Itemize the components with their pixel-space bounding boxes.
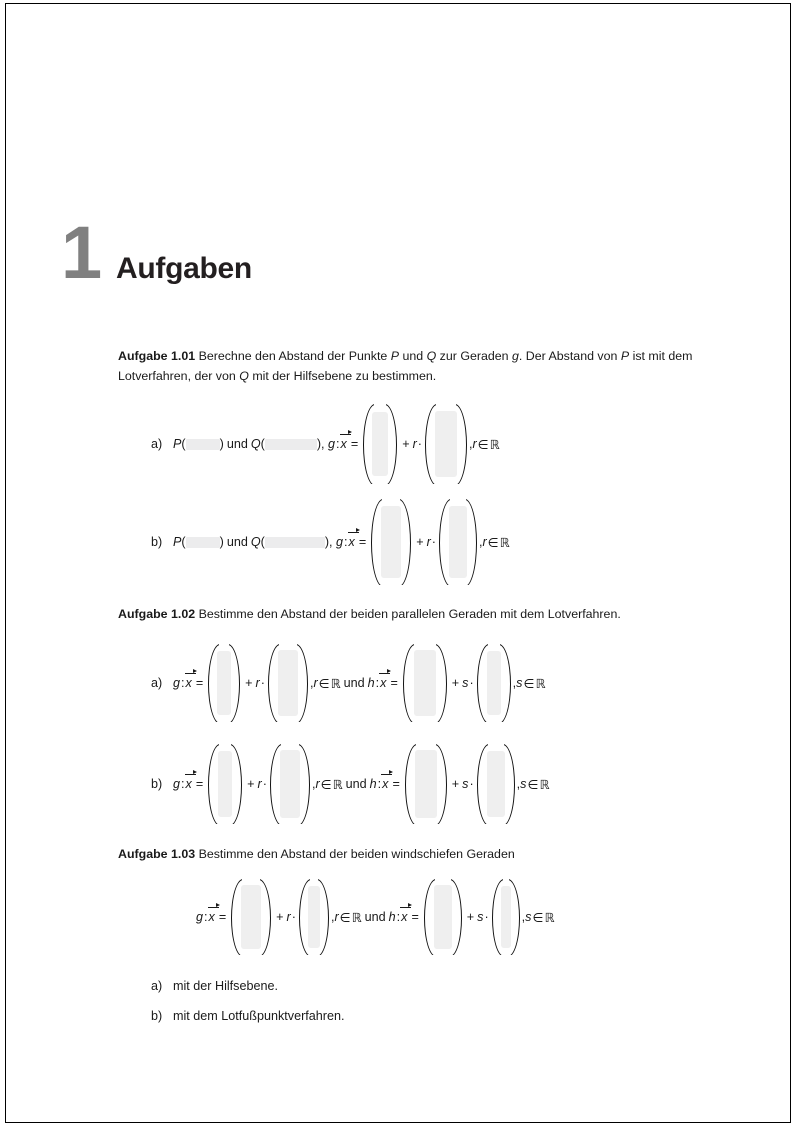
- vector-x-symbol: x: [341, 437, 348, 451]
- comma-h: ,: [521, 910, 526, 924]
- reals-symbol-s: ℝ: [535, 675, 546, 691]
- reals-symbol-s: ℝ: [539, 776, 550, 792]
- redacted-vector-body: [449, 506, 467, 578]
- equals-g: =: [195, 676, 204, 690]
- equals-h: =: [411, 910, 419, 924]
- chapter-number: 1: [61, 211, 101, 294]
- point-P-label: P: [173, 535, 182, 549]
- paren-right-icon: [229, 644, 240, 722]
- row-label-b: b): [151, 777, 163, 791]
- colon-1: :: [344, 535, 348, 549]
- subitem-text-a: mit der Hilfsebene.: [173, 979, 278, 993]
- direction-vector-g-1-03: [299, 879, 329, 955]
- support-vector-1-01-a: [363, 404, 397, 484]
- param-r-2: r: [334, 910, 339, 924]
- vector-x-symbol-g: x: [186, 777, 193, 791]
- line-name-h: h: [367, 676, 375, 690]
- equals-h: =: [392, 777, 400, 791]
- formula-row-1-03: [196, 879, 554, 955]
- dot-1: ·: [431, 535, 436, 549]
- comma-2: ,: [468, 437, 473, 451]
- member-sign-r: ∈: [318, 675, 330, 691]
- colon-g: :: [204, 910, 208, 924]
- exercise-text-1-01-b: und: [399, 349, 427, 363]
- param-r-2: r: [313, 676, 318, 690]
- subitem-1-03-a: [151, 979, 278, 993]
- line-name-g: g: [196, 910, 204, 924]
- direction-vector-g-1-02-a: [268, 644, 308, 722]
- param-s-1: s: [462, 777, 469, 791]
- paren-close-P: ): [219, 437, 224, 451]
- dot-h: ·: [469, 777, 474, 791]
- paren-open-Q: (: [260, 437, 265, 451]
- support-vector-g-1-02-b: [208, 744, 242, 824]
- exercise-label-1-01: Aufgabe 1.01: [118, 349, 196, 363]
- paren-open-P: (: [181, 535, 186, 549]
- comma-h: ,: [512, 676, 517, 690]
- colon-1: :: [336, 437, 340, 451]
- chapter-heading: [61, 211, 252, 294]
- dot-g: ·: [260, 676, 265, 690]
- redacted-vector-body: [487, 651, 501, 715]
- exercise-text-1-01-d: . Der Abstand von: [518, 349, 621, 363]
- conjunction-und: und: [364, 910, 386, 924]
- param-r-1: r: [257, 777, 262, 791]
- support-vector-h-1-03: [424, 879, 462, 955]
- support-vector-h-1-02-a: [403, 644, 447, 722]
- direction-vector-h-1-03: [492, 879, 520, 955]
- paren-open-P: (: [181, 437, 186, 451]
- dot-g: ·: [291, 910, 296, 924]
- page-content: [6, 4, 792, 1122]
- paren-close-Q: ): [316, 437, 322, 451]
- dot-h: ·: [469, 676, 474, 690]
- dot-h: ·: [484, 910, 489, 924]
- row-label-b: b): [151, 535, 163, 549]
- formula-row-1-02-a: [151, 644, 545, 722]
- exercise-heading-1-01: [118, 346, 698, 386]
- param-r-2: r: [315, 777, 320, 791]
- line-name-h: h: [369, 777, 377, 791]
- redacted-vector-body: [280, 750, 300, 818]
- line-name-g: g: [173, 777, 181, 791]
- paren-right-icon: [500, 644, 511, 722]
- reals-symbol-s: ℝ: [544, 909, 555, 925]
- dot-g: ·: [262, 777, 267, 791]
- equals-g: =: [195, 777, 204, 791]
- dot-1: ·: [417, 437, 422, 451]
- redacted-vector-body: [415, 750, 437, 818]
- paren-right-icon: [436, 644, 447, 722]
- reals-symbol-1: ℝ: [499, 534, 510, 550]
- vector-x-symbol-h: x: [382, 777, 389, 791]
- subitem-1-03-b: [151, 1009, 345, 1023]
- conjunction-und: und: [226, 437, 248, 451]
- redacted-coordinates-Q: [265, 537, 325, 548]
- direction-vector-g-1-02-b: [270, 744, 310, 824]
- formula-row-1-02-b: [151, 744, 549, 824]
- point-P-label: P: [173, 437, 182, 451]
- paren-right-icon: [436, 744, 447, 824]
- member-sign-1: ∈: [477, 436, 489, 452]
- line-name-g: g: [328, 437, 336, 451]
- comma-g: ,: [309, 676, 314, 690]
- paren-right-icon: [318, 879, 329, 955]
- plus-1: +: [416, 535, 424, 549]
- paren-close-P: ): [219, 535, 224, 549]
- comma-2: ,: [478, 535, 483, 549]
- param-r-1: r: [255, 676, 260, 690]
- redacted-coordinates-P: [186, 439, 220, 450]
- line-name-h: h: [388, 910, 396, 924]
- redacted-vector-body: [278, 650, 298, 716]
- paren-right-icon: [299, 744, 310, 824]
- exercise-text-1-01-f: mit der Hilfsebene zu bestimmen.: [248, 369, 437, 384]
- chapter-title: Aufgaben: [116, 252, 252, 285]
- row-label-a: a): [151, 437, 163, 451]
- exercise-label-1-02: Aufgabe 1.02: [118, 607, 196, 621]
- paren-right-icon: [386, 404, 397, 484]
- comma-g: ,: [330, 910, 335, 924]
- plus-g: +: [276, 910, 284, 924]
- point-Q-label: Q: [250, 535, 261, 549]
- support-vector-h-1-02-b: [405, 744, 447, 824]
- paren-open-Q: (: [260, 535, 265, 549]
- support-vector-g-1-02-a: [208, 644, 240, 722]
- paren-left-icon: [403, 644, 414, 722]
- exercise-label-1-03: Aufgabe 1.03: [118, 847, 196, 861]
- point-Q-label: Q: [250, 437, 261, 451]
- line-name-g: g: [336, 535, 344, 549]
- member-sign-s: ∈: [523, 675, 535, 691]
- param-s-1: s: [462, 676, 469, 690]
- redacted-coordinates-Q: [265, 439, 317, 450]
- math-var-Q2: Q: [239, 369, 249, 384]
- member-sign-r: ∈: [339, 909, 351, 925]
- conjunction-und: und: [345, 777, 367, 791]
- paren-close-Q: ): [324, 535, 330, 549]
- equals-1: =: [350, 437, 359, 451]
- param-r-2: r: [472, 437, 477, 451]
- row-label-a: a): [151, 676, 163, 690]
- colon-g: :: [181, 777, 185, 791]
- math-var-Q: Q: [426, 349, 437, 363]
- vector-x-symbol-h: x: [401, 910, 408, 924]
- conjunction-und: und: [226, 535, 248, 549]
- direction-vector-1-01-a: [425, 404, 467, 484]
- colon-h: :: [375, 676, 380, 690]
- vector-x-symbol-g: x: [209, 910, 216, 924]
- support-vector-1-01-b: [371, 499, 411, 585]
- paren-right-icon: [456, 404, 467, 484]
- redacted-vector-body: [218, 751, 232, 817]
- param-r-1: r: [426, 535, 431, 549]
- reals-symbol-r: ℝ: [332, 776, 343, 792]
- math-var-P2: P: [620, 349, 630, 363]
- exercise-heading-1-03: [118, 844, 698, 864]
- plus-g: +: [245, 676, 253, 690]
- equals-1: =: [358, 535, 367, 549]
- subitem-text-b: mit dem Lotfußpunktverfahren.: [173, 1009, 345, 1023]
- paren-right-icon: [466, 499, 477, 585]
- param-r-1: r: [412, 437, 417, 451]
- exercise-text-1-01-c: zur Geraden: [436, 349, 512, 363]
- redacted-vector-body: [434, 885, 452, 949]
- subitem-label-b: b): [151, 1009, 163, 1023]
- param-r-1: r: [286, 910, 291, 924]
- paren-right-icon: [509, 879, 520, 955]
- comma-h: ,: [516, 777, 521, 791]
- direction-vector-h-1-02-a: [477, 644, 511, 722]
- plus-h: +: [451, 676, 460, 690]
- equals-g: =: [218, 910, 227, 924]
- redacted-vector-body: [381, 506, 401, 578]
- colon-g: :: [181, 676, 185, 690]
- plus-1: +: [402, 437, 410, 451]
- redacted-vector-body: [435, 411, 457, 477]
- exercise-text-1-03: Bestimme den Abstand der beiden windschiefen Geraden: [195, 847, 515, 861]
- param-s-2: s: [516, 676, 523, 690]
- exercise-text-1-02: Bestimme den Abstand der beiden parallelen Geraden mit dem Lotverfahren.: [195, 607, 621, 621]
- reals-symbol-r: ℝ: [330, 675, 341, 691]
- exercise-text-1-01-a: Berechne den Abstand der Punkte: [195, 349, 391, 363]
- line-name-g: g: [173, 676, 181, 690]
- math-var-P: P: [390, 349, 400, 363]
- member-sign-s: ∈: [527, 776, 539, 792]
- formula-row-1-01-b: [151, 499, 510, 585]
- paren-right-icon: [297, 644, 308, 722]
- param-r-2: r: [482, 535, 487, 549]
- subitem-label-a: a): [151, 979, 163, 993]
- param-s-1: s: [477, 910, 484, 924]
- paren-right-icon: [400, 499, 411, 585]
- plus-g: +: [247, 777, 255, 791]
- vector-x-symbol-g: x: [186, 676, 193, 690]
- paren-right-icon: [260, 879, 271, 955]
- formula-row-1-01-a: [151, 404, 500, 484]
- exercise-heading-1-02: [118, 604, 698, 624]
- redacted-vector-body: [241, 885, 261, 949]
- member-sign-1: ∈: [487, 534, 499, 550]
- colon-h: :: [377, 777, 382, 791]
- vector-x-symbol-h: x: [380, 676, 387, 690]
- comma-1: ,: [321, 437, 329, 451]
- direction-vector-h-1-02-b: [477, 744, 515, 824]
- equals-h: =: [390, 676, 398, 690]
- direction-vector-1-01-b: [439, 499, 477, 585]
- redacted-coordinates-P: [186, 537, 220, 548]
- plus-h: +: [451, 777, 460, 791]
- reals-symbol-r: ℝ: [351, 909, 362, 925]
- redacted-vector-body: [414, 650, 436, 716]
- comma-g: ,: [311, 777, 316, 791]
- member-sign-r: ∈: [320, 776, 332, 792]
- comma-1: ,: [329, 535, 337, 549]
- conjunction-und: und: [343, 676, 365, 690]
- paren-right-icon: [451, 879, 462, 955]
- exercise-text-1-01-e: ist mit dem Lotverfahren, der von: [118, 349, 693, 384]
- paren-right-icon: [504, 744, 515, 824]
- math-var-g: g: [512, 349, 519, 363]
- reals-symbol-1: ℝ: [489, 436, 500, 452]
- vector-x-symbol: x: [349, 535, 356, 549]
- paren-right-icon: [231, 744, 242, 824]
- colon-h: :: [396, 910, 401, 924]
- param-s-2: s: [520, 777, 527, 791]
- page-frame: [5, 3, 791, 1123]
- plus-h: +: [466, 910, 475, 924]
- member-sign-s: ∈: [532, 909, 544, 925]
- param-s-2: s: [525, 910, 532, 924]
- support-vector-g-1-03: [231, 879, 271, 955]
- redacted-vector-body: [487, 751, 505, 817]
